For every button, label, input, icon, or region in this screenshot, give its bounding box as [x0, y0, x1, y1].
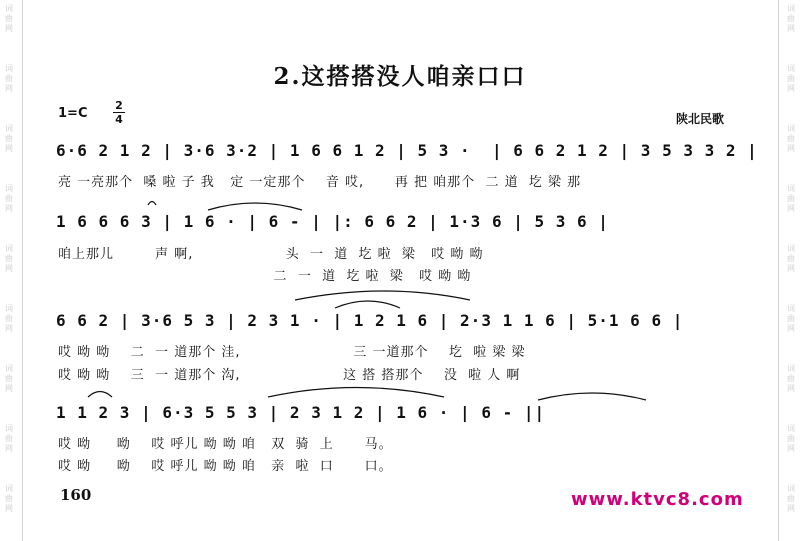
- notation-line-2: 1 6 6 6 3 | 1 6 · | 6 - | |: 6 6 2 | 1·3 6 | 5 3 6 |: [56, 212, 609, 231]
- watermark-glyph: 词: [5, 424, 13, 433]
- watermark-glyph: 词: [5, 484, 13, 493]
- composer-label: 陕北民歌: [676, 112, 725, 126]
- watermark-glyph: 网: [787, 144, 795, 153]
- watermark-glyph: 曲: [5, 14, 13, 23]
- watermark-glyph: 曲: [5, 314, 13, 323]
- lyric-line-1: 亮 一亮那个 嗓 啦 子 我 定 一定那个 音 哎, 再 把 咱那个 二 道 圪 梁 那: [58, 175, 582, 190]
- watermark-glyph: 曲: [5, 194, 13, 203]
- page-number: 160: [60, 486, 92, 504]
- site-watermark: www.ktvc8.com: [571, 489, 744, 510]
- watermark-glyph: 曲: [5, 134, 13, 143]
- watermark-glyph: 网: [5, 24, 13, 33]
- watermark-glyph: 网: [5, 504, 13, 513]
- watermark-glyph: 曲: [5, 494, 13, 503]
- lyric-line-4a: 哎 呦 呦 哎 呼儿 呦 呦 咱 双 骑 上 马。: [58, 437, 393, 452]
- watermark-glyph: 曲: [5, 74, 13, 83]
- song-title: 2.这搭搭没人咱亲口口: [273, 63, 527, 90]
- watermark-glyph: 词: [5, 4, 13, 13]
- watermark-glyph: 曲: [787, 494, 795, 503]
- watermark-glyph: 网: [787, 84, 795, 93]
- slur-arc: [295, 291, 470, 300]
- watermark-glyph: 曲: [787, 374, 795, 383]
- watermark-glyph: 词: [787, 4, 795, 13]
- watermark-glyph: 网: [5, 204, 13, 213]
- watermark-glyph: 词: [787, 64, 795, 73]
- watermark-glyph: 词: [787, 364, 795, 373]
- watermark-glyph: 词: [787, 304, 795, 313]
- watermark-glyph: 曲: [787, 194, 795, 203]
- key-signature: 1=C: [58, 106, 88, 121]
- watermark-glyph: 网: [5, 84, 13, 93]
- watermark-glyph: 词: [5, 244, 13, 253]
- watermark-glyph: 词: [5, 364, 13, 373]
- watermark-glyph: 词: [5, 124, 13, 133]
- time-signature-bottom: 4: [115, 113, 123, 126]
- watermark-glyph: 曲: [787, 14, 795, 23]
- watermark-glyph: 词: [787, 184, 795, 193]
- watermark-glyph: 词: [787, 244, 795, 253]
- watermark-glyph: 网: [787, 504, 795, 513]
- slur-arc: [335, 301, 400, 308]
- watermark-glyph: 曲: [5, 254, 13, 263]
- time-signature-top: 2: [115, 99, 123, 112]
- notation-line-1: 6·6 2 1 2 | 3·6 3·2 | 1 6 6 1 2 | 5 3 · | 6 6 2 1 2 | 3 5 3 3 2 |: [56, 141, 758, 160]
- notation-line-3: 6 6 2 | 3·6 5 3 | 2 3 1 · | 1 2 1 6 | 2·3 1 1 6 | 5·1 6 6 |: [56, 311, 684, 330]
- slur-arc: [88, 392, 112, 398]
- watermark-glyph: 网: [787, 324, 795, 333]
- watermark-glyph: 曲: [787, 434, 795, 443]
- watermark-glyph: 网: [5, 324, 13, 333]
- watermark-glyph: 网: [787, 24, 795, 33]
- slur-arc: [538, 393, 646, 400]
- watermark-glyph: 词: [5, 64, 13, 73]
- lyric-line-2a: 咱上那儿 声 啊, 头 一 道 圪 啦 梁 哎 呦 呦: [58, 247, 484, 262]
- watermark-glyph: 曲: [787, 314, 795, 323]
- watermark-glyph: 曲: [787, 254, 795, 263]
- watermark-glyph: 网: [5, 144, 13, 153]
- watermark-glyph: 网: [5, 444, 13, 453]
- watermark-glyph: 词: [787, 124, 795, 133]
- lyric-line-3a: 哎 呦 呦 二 一 道那个 洼, 三 一道那个 圪 啦 梁 梁: [58, 345, 526, 360]
- slur-arc: [268, 388, 444, 398]
- lyric-line-4b: 哎 呦 呦 哎 呼儿 呦 呦 咱 亲 啦 口 口。: [58, 459, 393, 474]
- watermark-glyph: 网: [787, 204, 795, 213]
- watermark-glyph: 曲: [5, 434, 13, 443]
- watermark-glyph: 网: [5, 264, 13, 273]
- watermark-glyph: 网: [787, 384, 795, 393]
- watermark-glyph: 词: [5, 304, 13, 313]
- slur-arc: [148, 202, 156, 206]
- watermark-glyph: 曲: [787, 134, 795, 143]
- watermark-glyph: 词: [787, 424, 795, 433]
- watermark-glyph: 网: [5, 384, 13, 393]
- watermark-glyph: 词: [5, 184, 13, 193]
- watermark-glyph: 曲: [787, 74, 795, 83]
- watermark-glyph: 网: [787, 444, 795, 453]
- lyric-line-3b: 哎 呦 呦 三 一 道那个 沟, 这 搭 搭那个 没 啦 人 啊: [58, 368, 521, 383]
- slur-arc: [208, 203, 302, 210]
- watermark-glyph: 曲: [5, 374, 13, 383]
- watermark-glyph: 网: [787, 264, 795, 273]
- notation-line-4: 1 1 2 3 | 6·3 5 5 3 | 2 3 1 2 | 1 6 · | 6 - ||: [56, 403, 546, 422]
- lyric-line-2b: 二 一 道 圪 啦 梁 哎 呦 呦: [58, 269, 472, 284]
- watermark-glyph: 词: [787, 484, 795, 493]
